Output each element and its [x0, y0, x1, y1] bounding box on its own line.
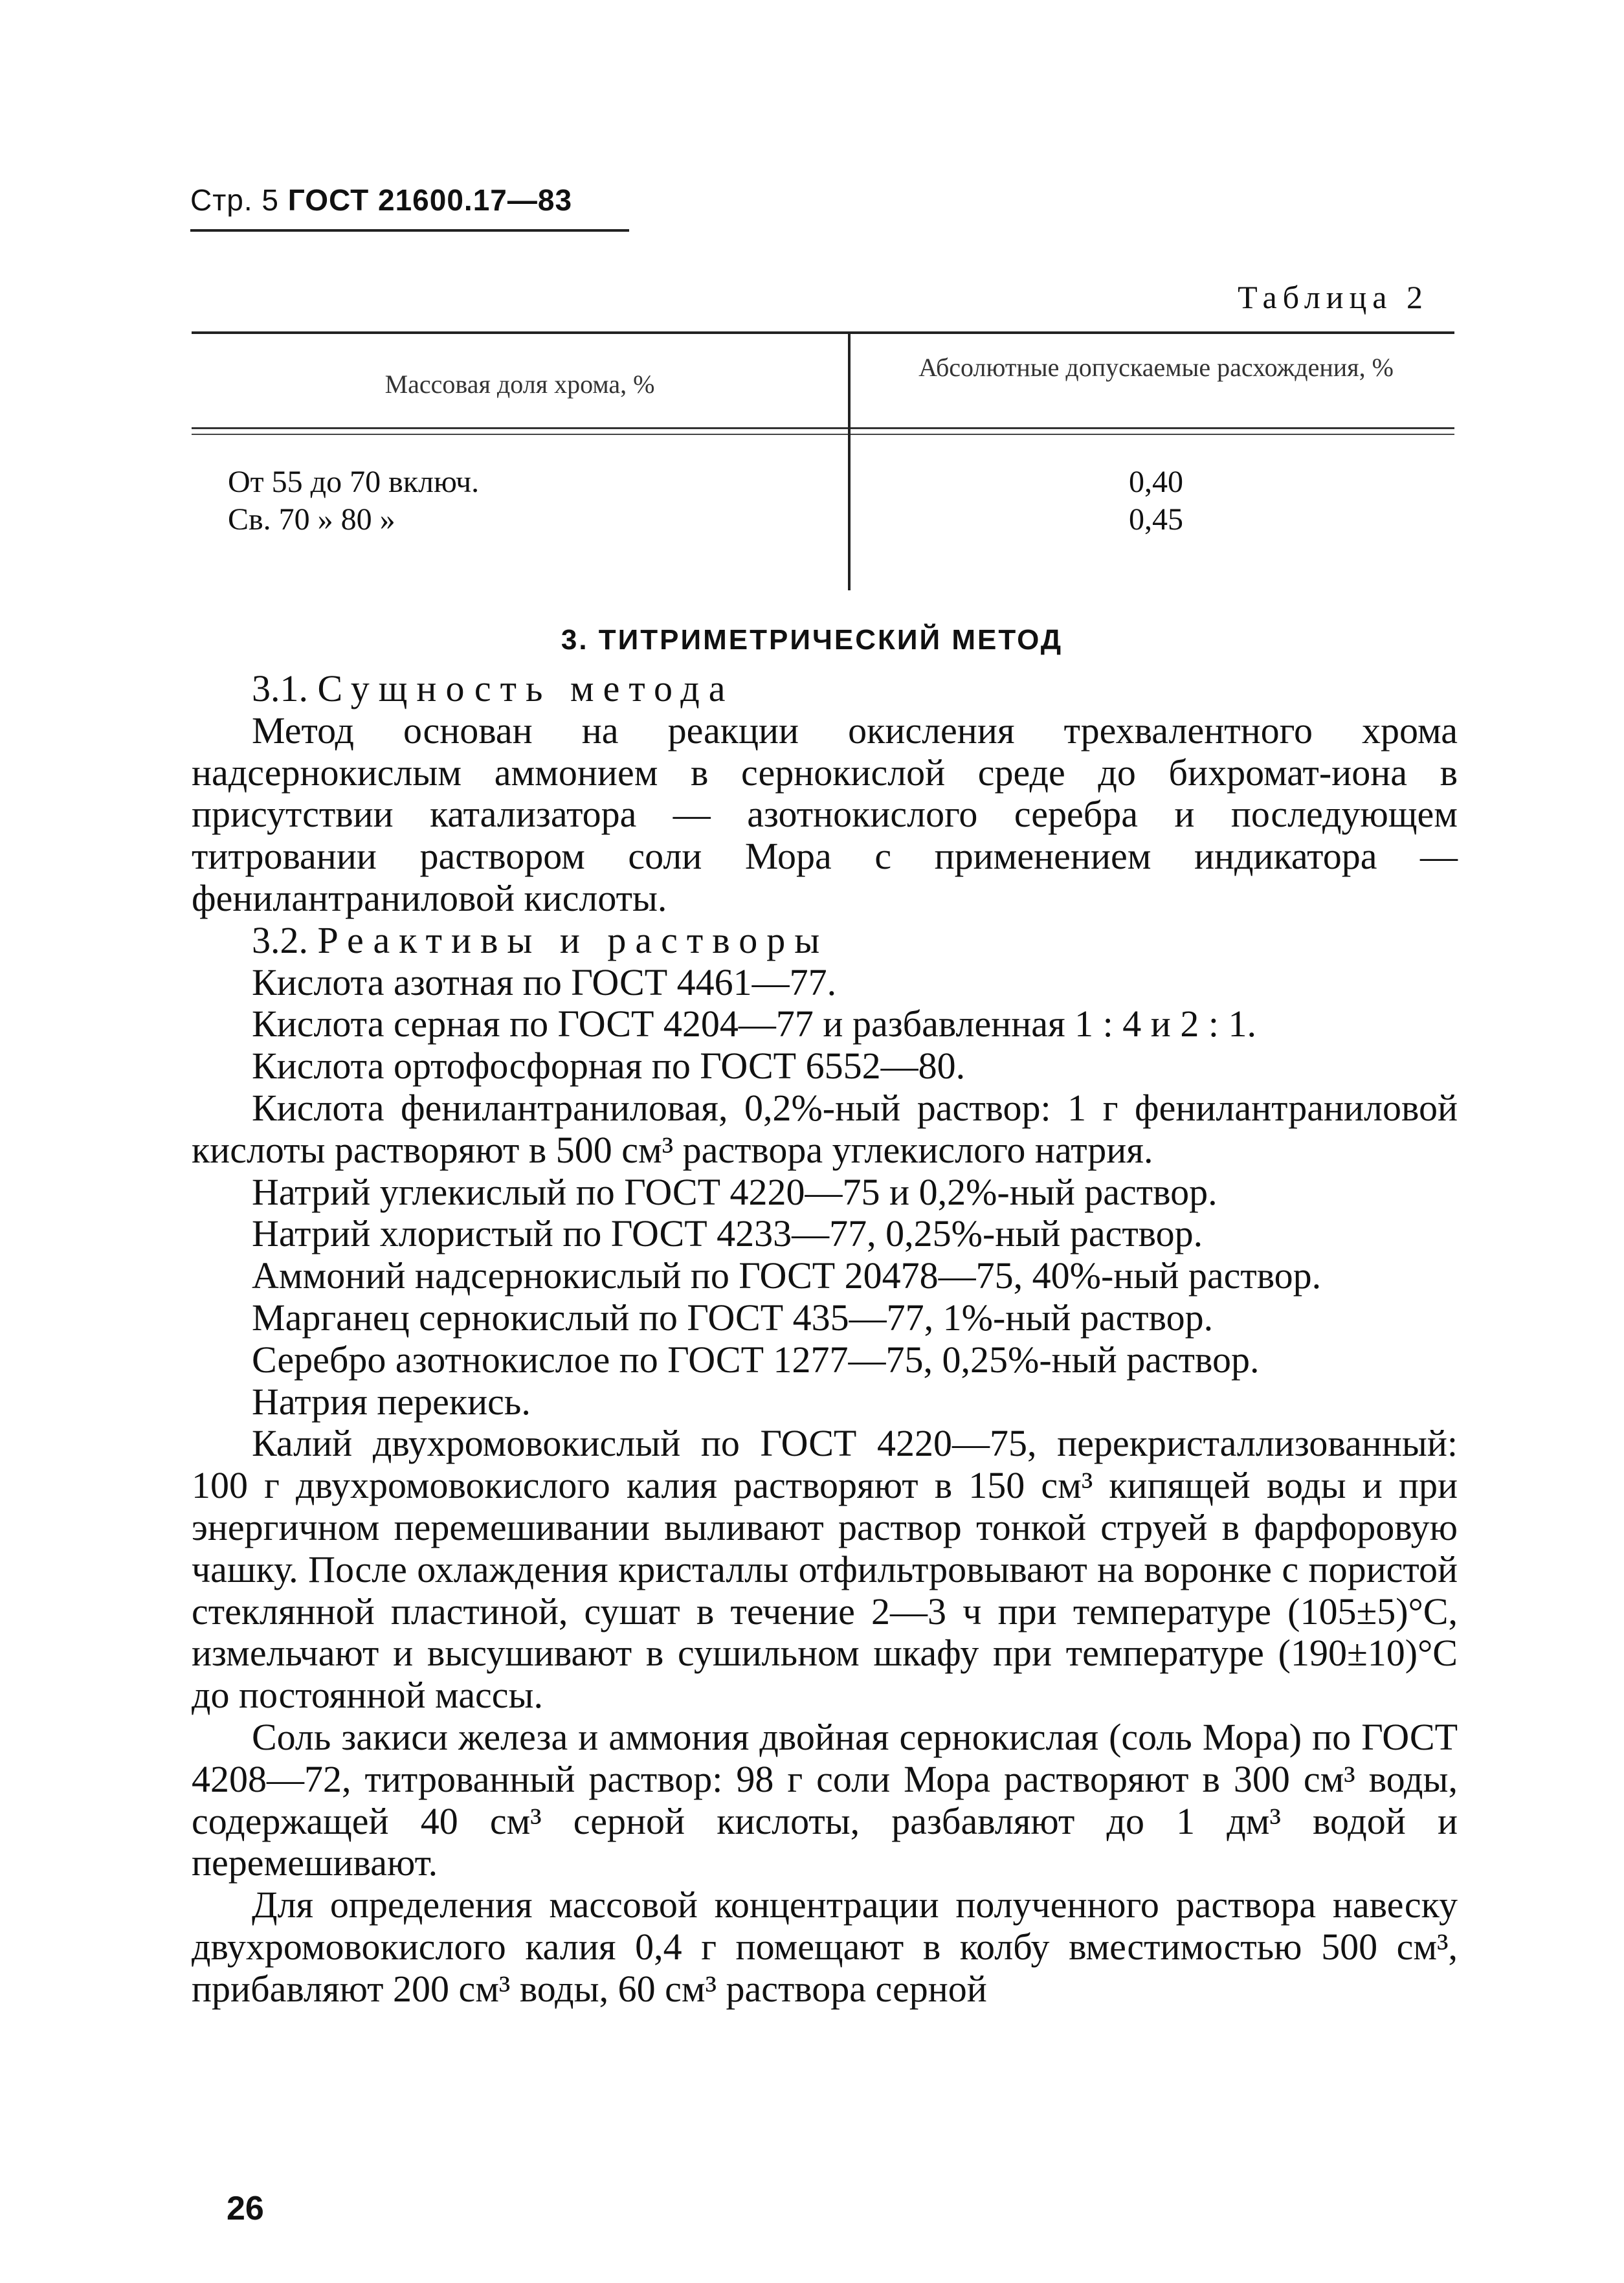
- paragraph: Калий двухромовокислый по ГОСТ 4220—75, перекристаллизованный: 100 г двухромовокислого калия растворяют в 150 см³ кипящей воды и при энергичном перемешивании выливают раствор тонкой струей в фарфоровую чашку. После охлаждения кристаллы отфильтровывают на воронке с пористой стеклянной пластиной, сушат в течение 2—3 ч при температуре (105±5)°С, измельчают и высушивают в сушильном шкафу при температуре (190±10)°С до постоянной массы.: [192, 1422, 1458, 1717]
- paragraph: Кислота серная по ГОСТ 4204—77 и разбавленная 1 : 4 и 2 : 1.: [252, 1003, 1256, 1045]
- page-label: Стр. 5: [190, 183, 280, 217]
- column-header-tolerance: Абсолютные допускаемые расхождения, %: [918, 353, 1394, 382]
- table-cell-value-1: 0,40: [1129, 465, 1183, 499]
- document-body: [192, 668, 1458, 2010]
- paragraph: Для определения массовой концентрации полученного раствора навеску двухромовокислого калия 0,4 г помещают в колбу вместимостью 500 см³, прибавляют 200 см³ воды, 60 см³ раствора серной: [192, 1884, 1458, 2010]
- subsection-number: 3.1.: [252, 667, 308, 709]
- paragraph: Аммоний надсернокислый по ГОСТ 20478—75, 40%-ный раствор.: [252, 1254, 1322, 1297]
- subsection-title: Реактивы и растворы: [317, 919, 829, 961]
- section-title: 3. ТИТРИМЕТРИЧЕСКИЙ МЕТОД: [561, 624, 1063, 656]
- subsection-heading: [192, 668, 1458, 710]
- paragraph: Кислота азотная по ГОСТ 4461—77.: [252, 961, 837, 1003]
- table-header-rule-2: [192, 434, 1454, 435]
- subsection-number: 3.2.: [252, 919, 308, 961]
- table-header-rule: [192, 427, 1454, 429]
- table-cell-range-1: От 55 до 70 включ.: [228, 465, 480, 499]
- table-column-divider: [848, 331, 851, 590]
- page-header: [190, 183, 629, 217]
- paragraph: Метод основан на реакции окисления трехвалентного хрома надсернокислым аммонием в сернокислой среде до бихромат-иона в присутствии катализатора — азотнокислого серебра и последующем титровании раствором соли Мора с применением индикатора — фенилантраниловой кислоты.: [192, 709, 1458, 919]
- header-rule: [190, 229, 629, 232]
- table-cell-value-2: 0,45: [1129, 502, 1183, 537]
- paragraph: Соль закиси железа и аммония двойная сернокислая (соль Мора) по ГОСТ 4208—72, титрованный раствор: 98 г соли Мора растворяют в 300 см³ воды, содержащей 40 см³ серной кислоты, разбавляют до 1 дм³ водой и перемешивают.: [192, 1715, 1458, 1884]
- column-header-chromium-fraction: Массовая доля хрома, %: [384, 370, 655, 399]
- paragraph: Марганец сернокислый по ГОСТ 435—77, 1%-ный раствор.: [252, 1296, 1214, 1339]
- table-cell-range-2: Св. 70 » 80 »: [228, 502, 395, 537]
- page-number: 26: [227, 2190, 264, 2227]
- subsection-title: Сущность метода: [317, 667, 735, 709]
- paragraph: Натрия перекись.: [252, 1380, 531, 1423]
- paragraph: Натрий углекислый по ГОСТ 4220—75 и 0,2%-ный раствор.: [252, 1170, 1218, 1213]
- paragraph: Кислота фенилантраниловая, 0,2%-ный раствор: 1 г фенилантраниловой кислоты растворяют в 500 см³ раствора углекислого натрия.: [192, 1086, 1458, 1171]
- tolerance-table: [192, 331, 1454, 590]
- paragraph: Серебро азотнокислое по ГОСТ 1277—75, 0,25%-ный раствор.: [252, 1338, 1260, 1381]
- paragraph: Натрий хлористый по ГОСТ 4233—77, 0,25%-ный раствор.: [252, 1212, 1203, 1255]
- standard-number: ГОСТ 21600.17—83: [287, 183, 573, 217]
- subsection-heading: [192, 920, 1458, 962]
- table-caption: Таблица 2: [1238, 279, 1429, 315]
- table-top-rule: [192, 331, 1454, 334]
- paragraph: Кислота ортофосфорная по ГОСТ 6552—80.: [252, 1045, 966, 1087]
